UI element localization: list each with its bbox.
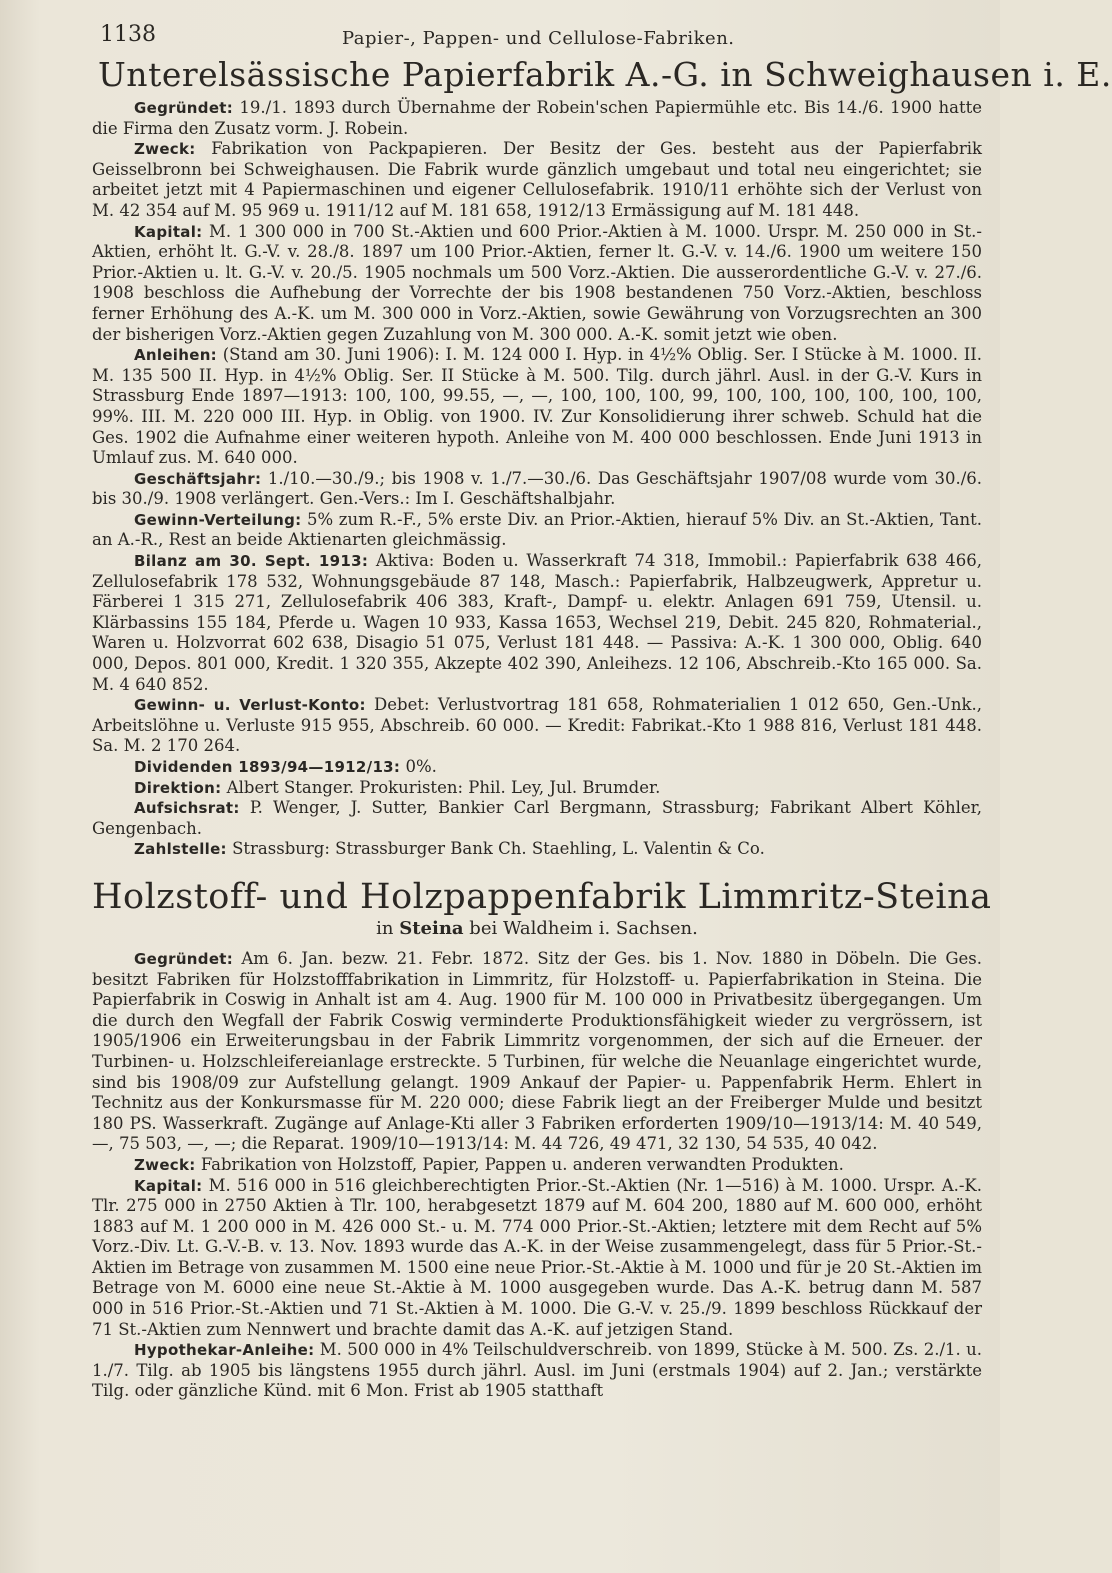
entry-text: 1./10.—30./9.; bis 1908 v. 1./7.—30./6. Das Geschäftsjahr 1907/08 wurde vom 30./6. bis 30./9. 1908 verlängert. Gen.-Vers.: Im I. Geschäftshalbjahr.	[92, 468, 982, 509]
entry-zweck	[92, 1155, 982, 1176]
page-header	[92, 14, 982, 54]
location-place: Steina	[399, 917, 464, 939]
entry-gewinn-verlust-konto	[92, 695, 982, 757]
entry-text: 5% zum R.-F., 5% erste Div. an Prior.-Aktien, hierauf 5% Div. an St.-Aktien, Tant. an A.-R., Rest an beide Aktienarten gleichmässig.	[92, 509, 982, 550]
entry-text: Debet: Verlustvortrag 181 658, Rohmaterialien 1 012 650, Gen.-Unk., Arbeitslöhne u. Verluste 915 955, Abschreib. 60 000. — Kredit: Fabrikat.-Kto 1 988 816, Verlust 181 448. Sa. M. 2 170 264.	[92, 695, 982, 756]
page-number: 1138	[100, 22, 156, 47]
entry-text: 19./1. 1893 durch Übernahme der Robein'schen Papiermühle etc. Bis 14./6. 1900 hatte die Firma den Zusatz vorm. J. Robein.	[92, 98, 982, 138]
entry-text: (Stand am 30. Juni 1906): I. M. 124 000 I. Hyp. in 4½% Oblig. Ser. I Stücke à M. 1000. II. M. 135 500 II. Hyp. in 4½% Oblig. Ser. II Stücke à M. 500. Tilg. durch jährl. Ausl. in der G.-V. Kurs in Strassburg Ende 1897—1913: 100, 100, 99.55, —, —, 100, 100, 100, 99, 100, 100, 100, 100, 100, 100, 99%. III. M. 220 000 III. Hyp. in Oblig. von 1900. IV. Zur Konsolidierung ihrer schweb. Schuld hat die Ges. 1902 die Aufnahme einer weiteren hypoth. Anleihe von M. 400 000 beschlossen. Ende Juni 1913 in Umlauf zus. M. 640 000.	[92, 345, 982, 468]
entry-text: Aktiva: Boden u. Wasserkraft 74 318, Immobil.: Papierfabrik 638 466, Zellulosefabrik 178 532, Wohnungsgebäude 87 148, Masch.: Papierfabrik, Halbzeugwerk, Appretur u. Färberei 1 315 271, Zellulosefabrik 406 383, Kraft-, Dampf- u. elektr. Anlagen 691 759, Utensil. u. Klärbassins 155 184, Pferde u. Wagen 10 933, Kassa 1653, Wechsel 219, Debit. 245 820, Rohmaterial., Waren u. Holzvorrat 602 638, Disagio 51 075, Verlust 181 448. — Passiva: A.-K. 1 300 000, Oblig. 640 000, Depos. 801 000, Kredit. 1 320 355, Akzepte 402 390, Anleihezs. 12 106, Abschreib.-Kto 165 000. Sa. M. 4 640 852.	[92, 551, 982, 694]
entry-hypothekar-anleihe	[92, 1340, 982, 1402]
entry-label: Gegründet:	[134, 99, 234, 117]
entry-text: Fabrikation von Packpapieren. Der Besitz der Ges. besteht aus der Papierfabrik Geisselbronn bei Schweighausen. Die Fabrik wurde gänzlich umgebaut und total neu eingerichtet; sie arbeitet jetzt mit 4 Papiermaschinen und eigener Cellulosefabrik. 1910/11 erhöhte sich der Verlust von M. 42 354 auf M. 95 969 u. 1911/12 auf M. 181 658, 1912/13 Ermässigung auf M. 181 448.	[92, 139, 982, 220]
entry-anleihen	[92, 345, 982, 469]
entry-gegruendet	[92, 949, 982, 1155]
entry-label: Dividenden 1893/94—1912/13:	[134, 758, 401, 776]
entry-label: Anleihen:	[134, 346, 217, 365]
entry-text: P. Wenger, J. Sutter, Bankier Carl Bergmann, Strassburg; Fabrikant Albert Köhler, Gengenbach.	[92, 798, 982, 838]
entry-text: M. 500 000 in 4% Teilschuldverschreib. von 1899, Stücke à M. 500. Zs. 2./1. u. 1./7. Tilg. ab 1905 bis längstens 1955 durch jährl. Ausl. im Juni (erstmals 1904) auf 2. Jan.; verstärkte Tilg. oder gänzliche Künd. mit 6 Mon. Frist ab 1905 statthaft	[92, 1340, 982, 1401]
company-title-2: Holzstoff- und Holzpappenfabrik Limmritz-Steina	[92, 876, 992, 917]
entry-label: Geschäftsjahr:	[134, 469, 262, 488]
entry-label: Gewinn- u. Verlust-Konto:	[134, 696, 366, 715]
entry-dividenden	[92, 757, 982, 778]
entry-label: Direktion:	[134, 778, 222, 797]
entry-label: Zweck:	[134, 140, 196, 159]
entry-label: Zweck:	[134, 1155, 196, 1174]
location-suffix: bei Waldheim i. Sachsen.	[463, 917, 698, 939]
company-title-1: Unterelsässische Papierfabrik A.-G. in Schweighausen i. E.	[98, 55, 1112, 94]
running-title: Papier-, Pappen- und Cellulose-Fabriken.	[342, 28, 735, 49]
entry-kapital	[92, 1176, 982, 1341]
company-2-location	[92, 918, 982, 939]
entry-direktion	[92, 778, 982, 799]
entry-text: Strassburg: Strassburger Bank Ch. Staehling, L. Valentin & Co.	[226, 839, 765, 859]
location-prefix: in	[376, 917, 400, 939]
entry-geschaeftsjahr	[92, 469, 982, 510]
entry-text: Am 6. Jan. bezw. 21. Febr. 1872. Sitz der Ges. bis 1. Nov. 1880 in Döbeln. Die Ges. besitzt Fabriken für Holzstofffabrikation in Limmritz, für Holzstoff- u. Papierfabrikation in Steina. Die Papierfabrik in Coswig in Anhalt ist am 4. Aug. 1900 für M. 100 000 in Privatbesitz übergegangen. Um die durch den Wegfall der Fabrik Coswig verminderte Produktionsfähigkeit wieder zu vergrössern, ist 1905/1906 ein Erweiterungsbau in der Fabrik Limmritz vorgenommen, der sich auf die Erneuer. der Turbinen- u. Holzschleifereianlage erstreckte. 5 Turbinen, für welche die Neuanlage eingerichtet wurde, sind bis 1908/09 zur Aufstellung gelangt. 1909 Ankauf der Papier- u. Pappenfabrik Herm. Ehlert in Technitz aus der Konkursmasse für M. 220 000; diese Fabrik liegt an der Freiberger Mulde und besitzt 180 PS. Wasserkraft. Zugänge auf Anlage-Kti aller 3 Fabriken erforderten 1909/10—1913/14: M. 40 549, —, 75 503, —, —; die Reparat. 1909/10—1913/14: M. 44 726, 49 471, 32 130, 54 535, 40 042.	[92, 948, 982, 1154]
entry-label: Hypothekar-Anleihe:	[134, 1341, 315, 1360]
entry-gegruendet	[92, 98, 982, 139]
entry-label: Bilanz am 30. Sept. 1913:	[134, 552, 369, 571]
entry-label: Zahlstelle:	[134, 840, 227, 859]
entry-label: Kapital:	[134, 1176, 203, 1195]
entry-text: Albert Stanger. Prokuristen: Phil. Ley, Jul. Brumder.	[221, 777, 661, 797]
entry-label: Aufsichsrat:	[134, 799, 240, 818]
company-1-entries	[92, 98, 982, 860]
entry-label: Gegründet:	[134, 949, 234, 968]
entry-zahlstelle	[92, 839, 982, 860]
entry-bilanz	[92, 551, 982, 695]
entry-text: 0%.	[400, 757, 437, 776]
entry-zweck	[92, 139, 982, 221]
entry-label: Gewinn-Verteilung:	[134, 510, 302, 529]
entry-text: M. 1 300 000 in 700 St.-Aktien und 600 Prior.-Aktien à M. 1000. Urspr. M. 250 000 in St.-Aktien, erhöht lt. G.-V. v. 28./8. 1897 um 100 Prior.-Aktien, ferner lt. G.-V. v. 14./6. 1900 um weitere 150 Prior.-Aktien u. lt. G.-V. v. 20./5. 1905 nochmals um 500 Vorz.-Aktien. Die ausserordentliche G.-V. v. 27./6. 1908 beschloss die Aufhebung der Vorrechte der bis 1908 bestandenen 750 Vorz.-Aktien, beschloss ferner Erhöhung des A.-K. um M. 300 000 in Vorz.-Aktien, sowie Gewährung von Vorzugsrechten an 300 der bisherigen Vorz.-Aktien gegen Zuzahlung von M. 300 000. A.-K. somit jetzt wie oben.	[92, 221, 982, 344]
entry-aufsichtsrat	[92, 798, 982, 839]
entry-text: Fabrikation von Holzstoff, Papier, Pappen u. anderen verwandten Produkten.	[195, 1154, 844, 1174]
company-2-entries	[92, 949, 982, 1402]
entry-gewinn-verteilung	[92, 510, 982, 551]
entry-kapital	[92, 222, 982, 346]
entry-text: M. 516 000 in 516 gleichberechtigten Prior.-St.-Aktien (Nr. 1—516) à M. 1000. Urspr. A.-K. Tlr. 275 000 in 2750 Aktien à Tlr. 100, herabgesetzt 1879 auf M. 604 200, 1880 auf M. 600 000, erhöht 1883 auf M. 1 200 000 in M. 426 000 St.- u. M. 774 000 Prior.-St.-Aktien; letztere mit dem Recht auf 5% Vorz.-Div. Lt. G.-V.-B. v. 13. Nov. 1893 wurde das A.-K. in der Weise zusammengelegt, dass für 5 Prior.-St.-Aktien im Betrage von zusammen M. 1500 eine neue Prior.-St.-Aktie à M. 1000 und für je 20 St.-Aktien im Betrage von M. 6000 eine neue St.-Aktie à M. 1000 ausgegeben wurde. Das A.-K. betrug dann M. 587 000 in 516 Prior.-St.-Aktien und 71 St.-Aktien à M. 1000. Die G.-V. v. 25./9. 1899 beschloss Rückkauf der 71 St.-Aktien zum Nennwert und brachte damit das A.-K. auf jetzigen Stand.	[92, 1175, 982, 1339]
entry-label: Kapital:	[134, 222, 203, 241]
